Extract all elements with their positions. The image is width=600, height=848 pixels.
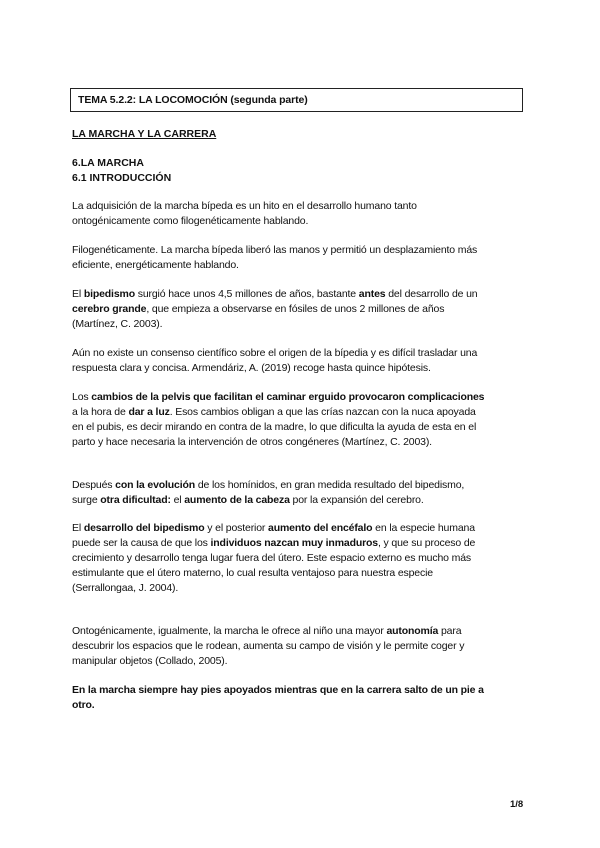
page-number: 1/8 [510,799,524,810]
paragraph-6 [72,478,530,508]
paragraph-line: (Serrallongaa, J. 2004). [72,582,179,594]
paragraph-line: a la hora de dar a luz. Esos cambios obligan a que las crías nazcan con la nuca apoyada [72,406,476,418]
paragraph-line: en el pubis, es decir mirando en contra de la madre, lo que dificulta la ayuda de esta en el [72,421,477,433]
paragraph-line: parto y hace necesaria la intervención de otros congéneres (Martínez, C. 2003). [72,436,432,448]
paragraph-line: eficiente, energéticamente hablando. [72,259,239,271]
paragraph-line: respuesta clara y concisa. Armendáriz, A. (2019) recoge hasta quince hipótesis. [72,362,431,374]
paragraph-line: Ontogénicamente, igualmente, la marcha le ofrece al niño una mayor autonomía para [72,625,462,637]
paragraph-7 [72,521,530,596]
paragraph-9 [72,683,530,713]
paragraph-line: Después con la evolución de los homínidos, en gran medida resultado del bipedismo, [72,479,465,491]
paragraph-4 [72,346,530,376]
paragraph-line: En la marcha siempre hay pies apoyados mientras que en la carrera salto de un pie a [72,684,484,696]
paragraph-line: estimulante que el útero materno, lo cual resulta ventajoso para nuestra especie [72,567,433,579]
title-box [70,88,523,112]
paragraph-5 [72,390,530,450]
paragraph-line: La adquisición de la marcha bípeda es un hito en el desarrollo humano tanto [72,200,417,212]
heading-introduccion: 6.1 INTRODUCCIÓN [72,172,172,184]
paragraph-line: ontogénicamente como filogenéticamente hablando. [72,215,309,227]
paragraph-line: Los cambios de la pelvis que facilitan el caminar erguido provocaron complicaciones [72,391,485,403]
document-title: TEMA 5.2.2: LA LOCOMOCIÓN (segunda parte) [78,94,308,106]
paragraph-line: manipular objetos (Collado, 2005). [72,655,228,667]
paragraph-2 [72,243,530,273]
paragraph-line: otro. [72,699,95,711]
section-title: LA MARCHA Y LA CARRERA [72,128,217,140]
paragraph-8 [72,624,530,669]
paragraph-line: surge otra dificultad: el aumento de la cabeza por la expansión del cerebro. [72,494,424,506]
paragraph-1 [72,199,530,229]
paragraph-line: Filogenéticamente. La marcha bípeda liberó las manos y permitió un desplazamiento más [72,244,478,256]
paragraph-line: El desarrollo del bipedismo y el posterior aumento del encéfalo en la especie humana [72,522,475,534]
paragraph-line: descubrir los espacios que le rodean, aumenta su campo de visión y le permite coger y [72,640,465,652]
paragraph-line: (Martínez, C. 2003). [72,318,163,330]
paragraph-3 [72,287,530,332]
paragraph-line: El bipedismo surgió hace unos 4,5 millones de años, bastante antes del desarrollo de un [72,288,478,300]
paragraph-line: puede ser la causa de que los individuos nazcan muy inmaduros, y que su proceso de [72,537,476,549]
paragraph-line: cerebro grande, que empieza a observarse en fósiles de unos 2 millones de años [72,303,445,315]
paragraph-line: crecimiento y desarrollo tenga lugar fuera del útero. Este espacio externo es mucho más [72,552,471,564]
paragraph-line: Aún no existe un consenso científico sobre el origen de la bípedia y es difícil trasladar una [72,347,478,359]
heading-la-marcha: 6.LA MARCHA [72,157,144,169]
